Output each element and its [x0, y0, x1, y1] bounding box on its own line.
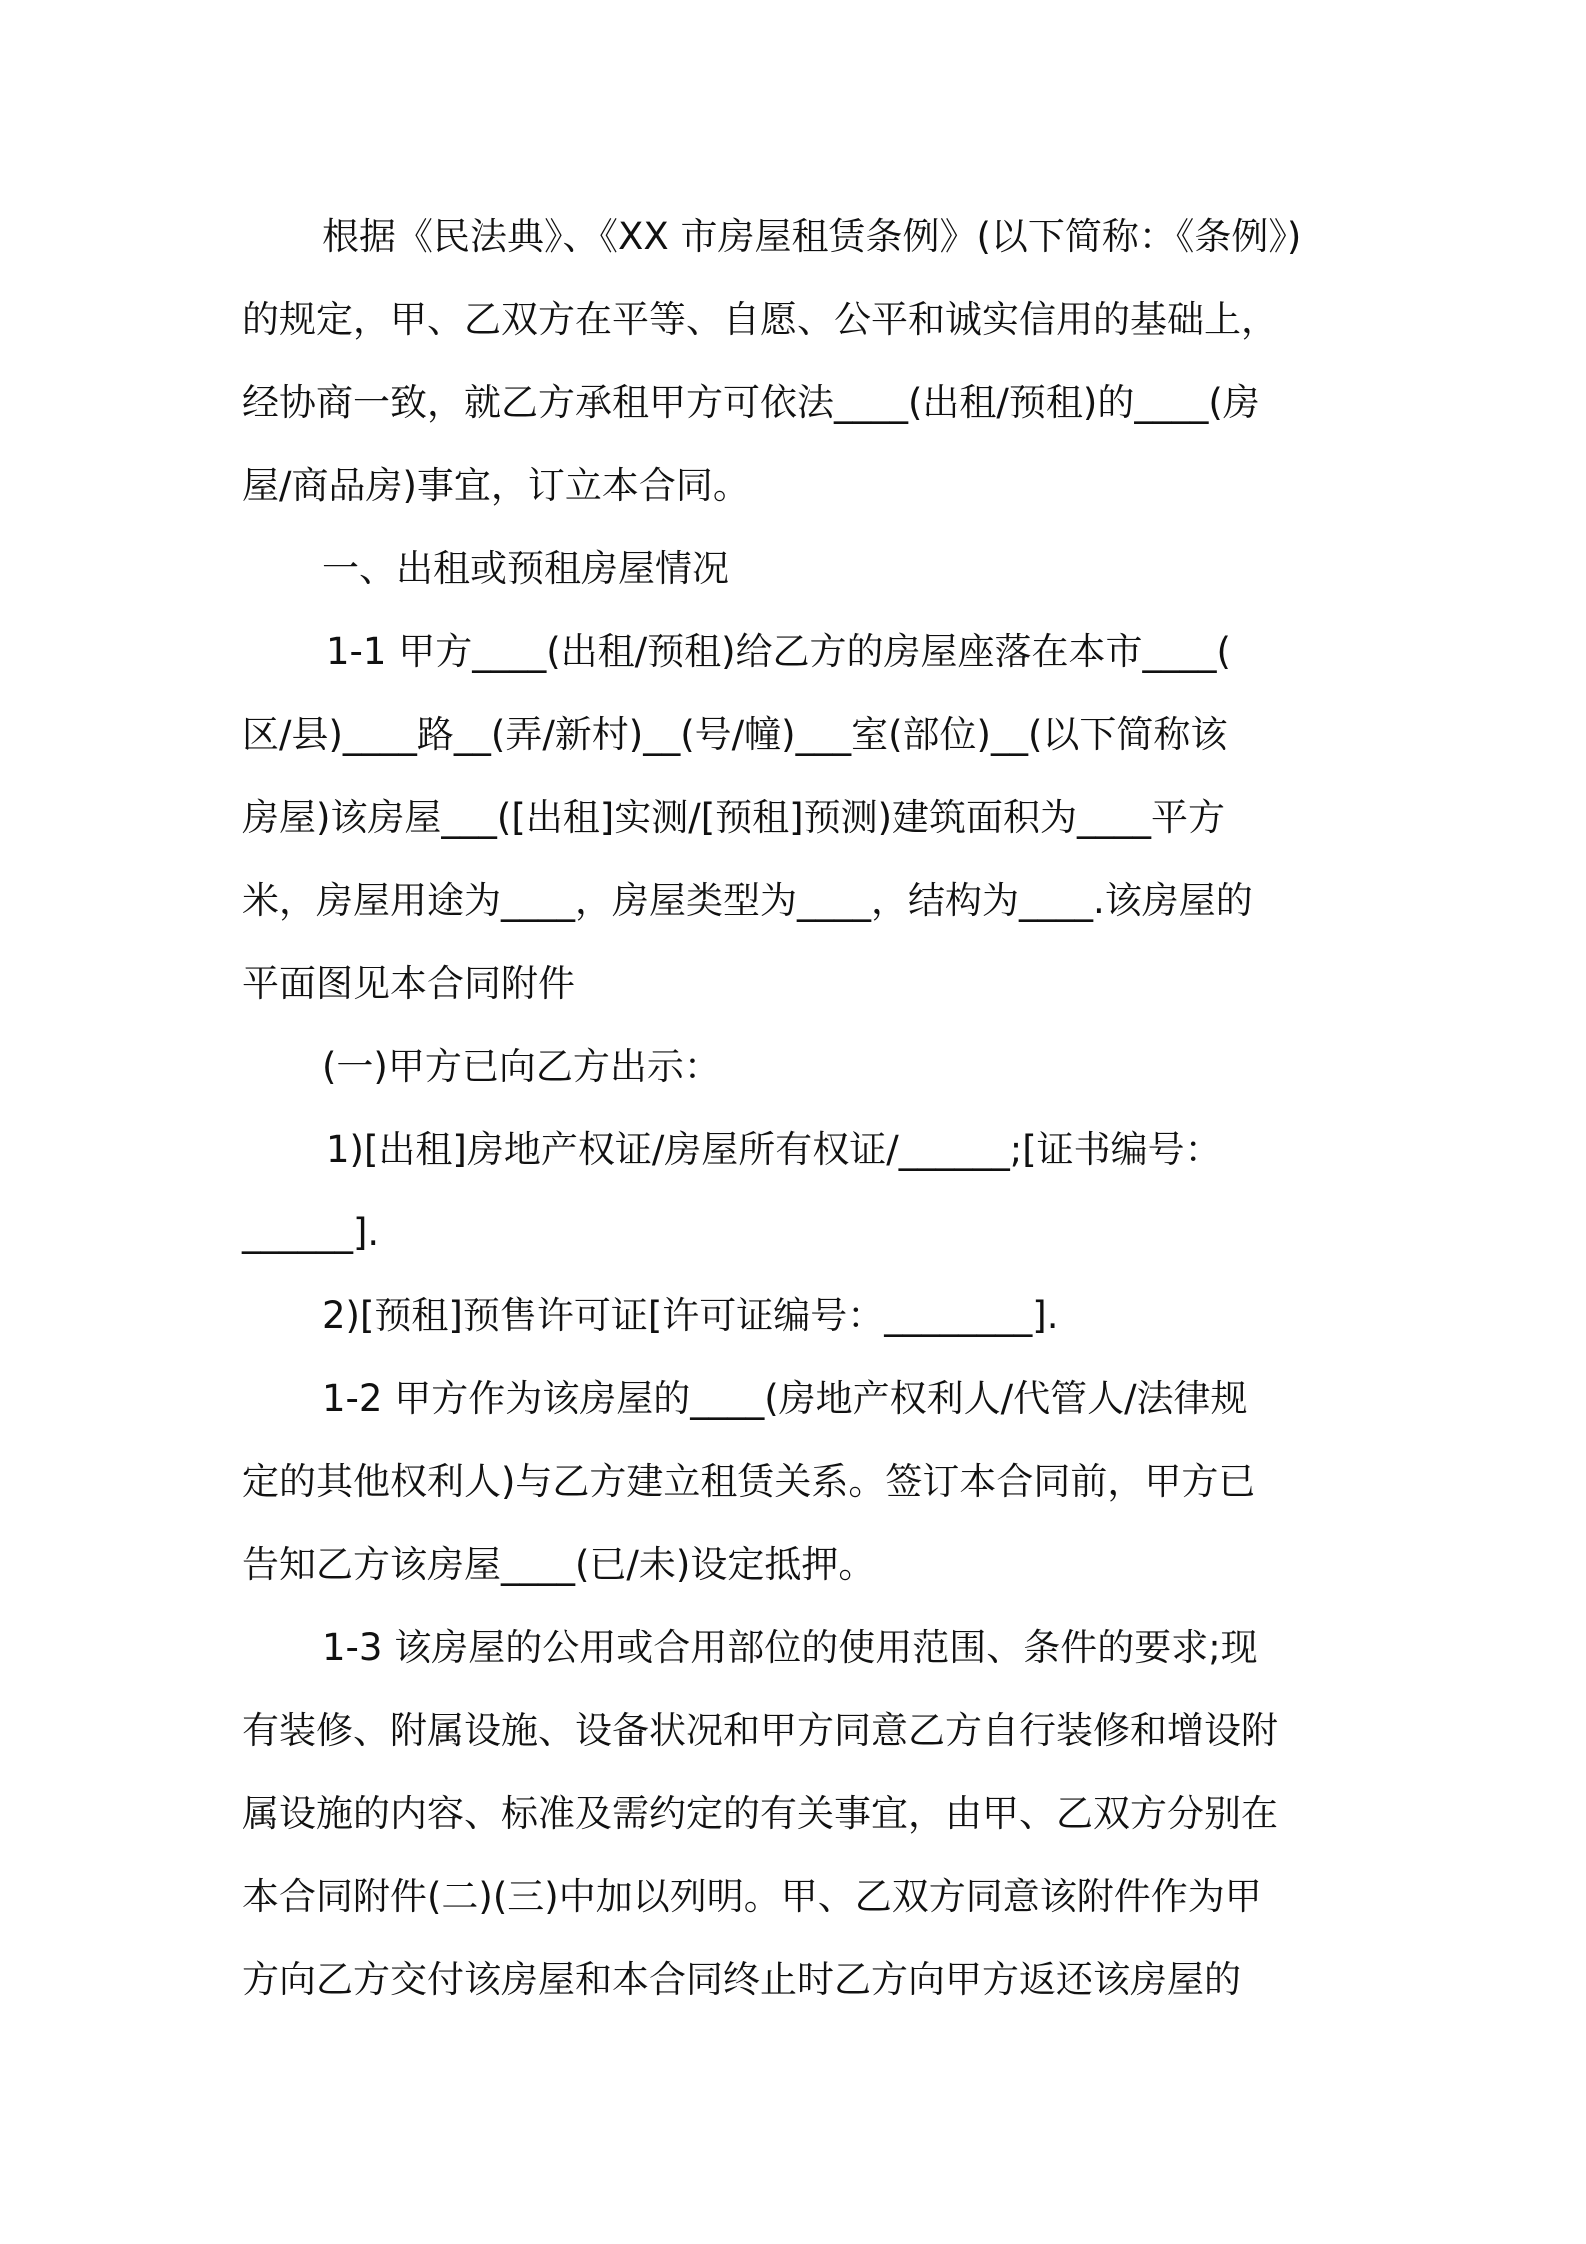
clause-1-3 — [242, 1606, 1357, 2021]
intro-paragraph — [242, 195, 1357, 527]
text-line: 的规定，甲、乙双方在平等、自愿、公平和诚实信用的基础上， — [242, 298, 1278, 341]
item-property-certificate — [242, 1108, 1357, 1274]
text-line: 方向乙方交付该房屋和本合同终止时乙方向甲方返还该房屋的 — [242, 1958, 1241, 2001]
heading-line: 一、出租或预租房屋情况 — [322, 547, 729, 590]
item-shown-documents — [242, 1025, 1357, 1108]
text-line: 平面图见本合同附件 — [242, 962, 575, 1005]
text-line: (一)甲方已向乙方出示： — [322, 1045, 721, 1088]
text-line: 1-2 甲方作为该房屋的____(房地产权利人/代管人/法律规 — [322, 1377, 1248, 1420]
text-line: 经协商一致，就乙方承租甲方可依法____(出租/预租)的____(房 — [242, 381, 1260, 424]
text-line: 根据《民法典》、《XX 市房屋租赁条例》(以下简称：《条例》) — [322, 215, 1302, 258]
text-line: 米，房屋用途为____，房屋类型为____，结构为____.该房屋的 — [242, 879, 1253, 922]
text-line: 属设施的内容、标准及需约定的有关事宜，由甲、乙双方分别在 — [242, 1792, 1278, 1835]
contract-body — [242, 195, 1357, 2021]
text-line: ______]. — [242, 1211, 380, 1254]
text-line: 屋/商品房)事宜，订立本合同。 — [242, 464, 750, 507]
clause-1-2 — [242, 1357, 1357, 1606]
text-line: 本合同附件(二)(三)中加以列明。甲、乙双方同意该附件作为甲 — [242, 1875, 1262, 1918]
text-line: 2)[预租]预售许可证[许可证编号：________]. — [322, 1294, 1059, 1337]
text-line: 有装修、附属设施、设备状况和甲方同意乙方自行装修和增设附 — [242, 1709, 1278, 1752]
text-line: 1)[出租]房地产权证/房屋所有权证/______;[证书编号： — [326, 1128, 1222, 1171]
section-heading — [242, 527, 1357, 610]
text-line: 房屋)该房屋___([出租]实测/[预租]预测)建筑面积为____平方 — [242, 796, 1226, 839]
text-line: 1-1 甲方____(出租/预租)给乙方的房屋座落在本市____( — [326, 630, 1231, 673]
text-line: 告知乙方该房屋____(已/未)设定抵押。 — [242, 1543, 876, 1586]
text-line: 定的其他权利人)与乙方建立租赁关系。签订本合同前，甲方已 — [242, 1460, 1256, 1503]
text-line: 1-3 该房屋的公用或合用部位的使用范围、条件的要求;现 — [322, 1626, 1258, 1669]
clause-1-1 — [242, 610, 1357, 1025]
item-presale-permit — [242, 1274, 1357, 1357]
text-line: 区/县)____路__(弄/新村)__(号/幢)___室(部位)__(以下简称该 — [242, 713, 1228, 756]
